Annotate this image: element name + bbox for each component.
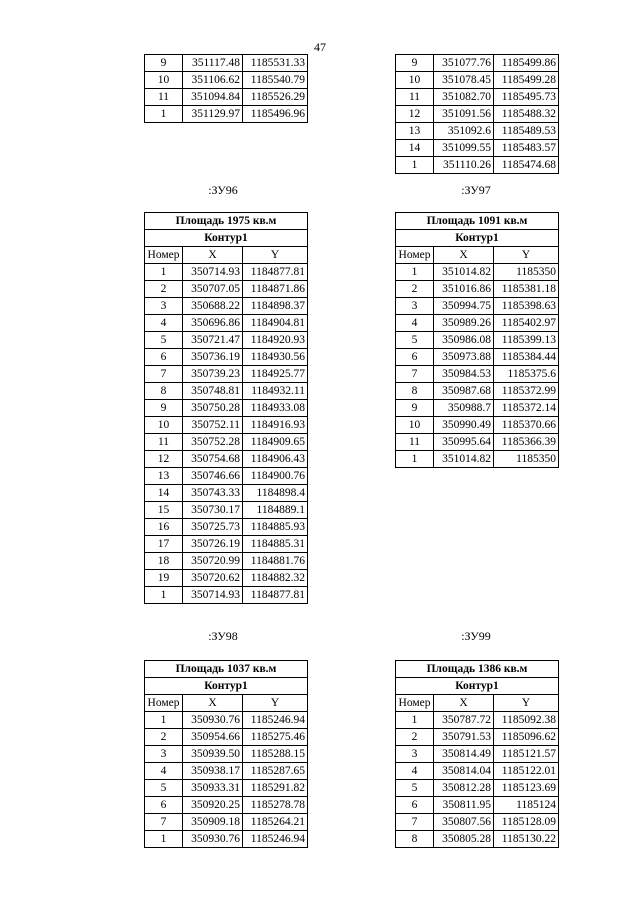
y-coord: 1184885.93 [243,519,308,536]
point-number: 5 [145,332,183,349]
col-header-number: Номер [396,247,434,264]
col-header-x: X [434,695,494,712]
point-number: 1 [396,264,434,281]
y-coord: 1184889.1 [243,502,308,519]
x-coord: 350739.23 [183,366,243,383]
point-number: 1 [145,831,183,848]
x-coord: 350726.19 [183,536,243,553]
point-number: 10 [145,72,183,89]
x-coord: 350973.88 [434,349,494,366]
x-coord: 350939.50 [183,746,243,763]
x-coord: 351106.62 [183,72,243,89]
table-row [145,797,308,814]
table-row [145,553,308,570]
point-number: 9 [145,55,183,72]
x-coord: 350909.18 [183,814,243,831]
point-number: 7 [145,814,183,831]
y-coord: 1184916.93 [243,417,308,434]
table-row [396,157,559,174]
point-number: 3 [145,746,183,763]
y-coord: 1184898.4 [243,485,308,502]
point-number: 1 [145,587,183,604]
point-number: 1 [396,451,434,468]
table-row [396,780,559,797]
table-row [396,400,559,417]
y-coord: 1185483.57 [494,140,559,157]
table-row [396,729,559,746]
coords-table [144,54,308,123]
point-number: 6 [396,349,434,366]
col-header-y: Y [243,695,308,712]
y-coord: 1185122.01 [494,763,559,780]
y-coord: 1184898.37 [243,298,308,315]
page-number: 47 [314,40,326,54]
y-coord: 1185526.29 [243,89,308,106]
table-row [145,831,308,848]
table-row [145,264,308,281]
x-coord: 350743.33 [183,485,243,502]
point-number: 9 [396,400,434,417]
x-coord: 350986.08 [434,332,494,349]
table-row [396,281,559,298]
point-number: 1 [145,106,183,123]
y-coord: 1185495.73 [494,89,559,106]
x-coord: 351082.70 [434,89,494,106]
x-coord: 350814.04 [434,763,494,780]
x-coord: 350688.22 [183,298,243,315]
x-coord: 350805.28 [434,831,494,848]
x-coord: 350746.66 [183,468,243,485]
contour-heading: Контур1 [396,230,559,247]
y-coord: 1184906.43 [243,451,308,468]
point-number: 1 [145,712,183,729]
table-row [145,434,308,451]
x-coord: 350725.73 [183,519,243,536]
x-coord: 350807.56 [434,814,494,831]
y-coord: 1185399.13 [494,332,559,349]
point-number: 7 [396,366,434,383]
x-coord: 350730.17 [183,502,243,519]
point-number: 14 [396,140,434,157]
y-coord: 1185288.15 [243,746,308,763]
x-coord: 350990.49 [434,417,494,434]
x-coord: 350720.99 [183,553,243,570]
table-row [396,712,559,729]
coords-table-zu98 [144,660,308,848]
y-coord: 1184920.93 [243,332,308,349]
x-coord: 350752.28 [183,434,243,451]
y-coord: 1185496.96 [243,106,308,123]
y-coord: 1185291.82 [243,780,308,797]
x-coord: 350714.93 [183,264,243,281]
coords-table [395,660,559,848]
y-coord: 1185488.32 [494,106,559,123]
contour-heading: Контур1 [145,678,308,695]
point-number: 7 [145,366,183,383]
point-number: 19 [145,570,183,587]
table-row [145,315,308,332]
x-coord: 350750.28 [183,400,243,417]
y-coord: 1185275.46 [243,729,308,746]
x-coord: 350707.05 [183,281,243,298]
point-number: 11 [145,434,183,451]
col-header-x: X [434,247,494,264]
column-header-row [145,247,308,264]
point-number: 17 [145,536,183,553]
contour-heading: Контур1 [396,678,559,695]
parcel-label-zu97: :ЗУ97 [461,183,491,197]
coords-table [395,212,559,468]
x-coord: 350988.7 [434,400,494,417]
x-coord: 351077.76 [434,55,494,72]
y-coord: 1185121.57 [494,746,559,763]
table-row [396,746,559,763]
y-coord: 1185350 [494,264,559,281]
y-coord: 1185370.66 [494,417,559,434]
table-row [145,106,308,123]
x-coord: 350954.66 [183,729,243,746]
table-row [145,729,308,746]
table-row [145,814,308,831]
point-number: 12 [145,451,183,468]
y-coord: 1184925.77 [243,366,308,383]
table-row [145,712,308,729]
x-coord: 350696.86 [183,315,243,332]
y-coord: 1185499.86 [494,55,559,72]
y-coord: 1185124 [494,797,559,814]
y-coord: 1184877.81 [243,264,308,281]
point-number: 2 [145,729,183,746]
x-coord: 350752.11 [183,417,243,434]
y-coord: 1185264.21 [243,814,308,831]
point-number: 10 [396,72,434,89]
point-number: 2 [396,729,434,746]
table-row [145,519,308,536]
column-header-row [145,695,308,712]
y-coord: 1185540.79 [243,72,308,89]
table-row [145,383,308,400]
table-row [145,536,308,553]
point-number: 5 [145,780,183,797]
x-coord: 351099.55 [434,140,494,157]
y-coord: 1185474.68 [494,157,559,174]
y-coord: 1185130.22 [494,831,559,848]
x-coord: 350814.49 [434,746,494,763]
table-row [396,140,559,157]
table-row [145,55,308,72]
table-row [396,434,559,451]
table-row [145,570,308,587]
area-heading: Площадь 1037 кв.м [145,661,308,678]
parcel-label-zu96: :ЗУ96 [208,183,238,197]
x-coord: 350984.53 [434,366,494,383]
y-coord: 1185372.14 [494,400,559,417]
table-row [145,763,308,780]
point-number: 5 [396,780,434,797]
y-coord: 1185499.28 [494,72,559,89]
table-row [145,332,308,349]
table-row [145,72,308,89]
coords-table-cont-1 [144,54,308,123]
coords-table-zu97 [395,212,559,468]
y-coord: 1184885.31 [243,536,308,553]
column-header-row [396,695,559,712]
y-coord: 1185246.94 [243,831,308,848]
point-number: 4 [145,315,183,332]
table-row [396,72,559,89]
table-row [396,814,559,831]
area-heading: Площадь 1975 кв.м [145,213,308,230]
y-coord: 1185128.09 [494,814,559,831]
coords-table-cont-2 [395,54,559,174]
table-row [145,587,308,604]
y-coord: 1185381.18 [494,281,559,298]
table-row [396,315,559,332]
point-number: 11 [396,89,434,106]
coords-table [395,54,559,174]
x-coord: 350720.62 [183,570,243,587]
point-number: 9 [396,55,434,72]
x-coord: 351094.84 [183,89,243,106]
col-header-x: X [183,247,243,264]
x-coord: 350989.26 [434,315,494,332]
point-number: 6 [145,797,183,814]
y-coord: 1185096.62 [494,729,559,746]
table-row [145,349,308,366]
table-row [396,89,559,106]
x-coord: 351092.6 [434,123,494,140]
col-header-number: Номер [145,247,183,264]
table-row [145,502,308,519]
x-coord: 351014.82 [434,451,494,468]
table-row [145,281,308,298]
coords-table [144,660,308,848]
point-number: 16 [145,519,183,536]
col-header-number: Номер [145,695,183,712]
y-coord: 1185092.38 [494,712,559,729]
point-number: 11 [145,89,183,106]
col-header-number: Номер [396,695,434,712]
point-number: 15 [145,502,183,519]
table-row [145,400,308,417]
point-number: 5 [396,332,434,349]
table-row [145,746,308,763]
table-row [145,780,308,797]
y-coord: 1184904.81 [243,315,308,332]
table-row [396,264,559,281]
table-row [145,366,308,383]
table-row [396,332,559,349]
point-number: 7 [396,814,434,831]
table-row [145,468,308,485]
area-heading: Площадь 1091 кв.м [396,213,559,230]
x-coord: 350754.68 [183,451,243,468]
x-coord: 350812.28 [434,780,494,797]
table-row [396,451,559,468]
x-coord: 350736.19 [183,349,243,366]
x-coord: 350787.72 [434,712,494,729]
x-coord: 351117.48 [183,55,243,72]
y-coord: 1185372.99 [494,383,559,400]
y-coord: 1184881.76 [243,553,308,570]
y-coord: 1185375.6 [494,366,559,383]
point-number: 4 [396,763,434,780]
x-coord: 350994.75 [434,298,494,315]
area-heading: Площадь 1386 кв.м [396,661,559,678]
y-coord: 1185350 [494,451,559,468]
point-number: 8 [396,383,434,400]
parcel-label-zu98: :ЗУ98 [208,629,238,643]
x-coord: 350933.31 [183,780,243,797]
contour-heading: Контур1 [145,230,308,247]
x-coord: 350987.68 [434,383,494,400]
point-number: 4 [396,315,434,332]
y-coord: 1185398.63 [494,298,559,315]
coords-table-zu96 [144,212,308,604]
col-header-x: X [183,695,243,712]
col-header-y: Y [494,247,559,264]
table-row [396,55,559,72]
table-row [396,366,559,383]
table-row [145,451,308,468]
table-row [145,298,308,315]
point-number: 10 [396,417,434,434]
table-row [396,417,559,434]
y-coord: 1185384.44 [494,349,559,366]
table-row [145,485,308,502]
parcel-label-zu99: :ЗУ99 [461,629,491,643]
x-coord: 350920.25 [183,797,243,814]
point-number: 9 [145,400,183,417]
table-row [396,763,559,780]
y-coord: 1185366.39 [494,434,559,451]
point-number: 8 [396,831,434,848]
point-number: 1 [396,157,434,174]
y-coord: 1185489.53 [494,123,559,140]
point-number: 2 [396,281,434,298]
y-coord: 1184932.11 [243,383,308,400]
x-coord: 350995.64 [434,434,494,451]
point-number: 3 [396,746,434,763]
y-coord: 1184871.86 [243,281,308,298]
table-row [396,298,559,315]
point-number: 11 [396,434,434,451]
y-coord: 1185287.65 [243,763,308,780]
point-number: 4 [145,763,183,780]
point-number: 12 [396,106,434,123]
table-row [396,383,559,400]
col-header-y: Y [494,695,559,712]
x-coord: 350930.76 [183,831,243,848]
y-coord: 1184900.76 [243,468,308,485]
x-coord: 350811.95 [434,797,494,814]
point-number: 1 [145,264,183,281]
x-coord: 351129.97 [183,106,243,123]
coords-table [144,212,308,604]
x-coord: 350721.47 [183,332,243,349]
table-row [396,123,559,140]
point-number: 14 [145,485,183,502]
x-coord: 351078.45 [434,72,494,89]
y-coord: 1185278.78 [243,797,308,814]
point-number: 2 [145,281,183,298]
point-number: 13 [145,468,183,485]
point-number: 8 [145,383,183,400]
table-row [396,106,559,123]
x-coord: 350938.17 [183,763,243,780]
x-coord: 351091.56 [434,106,494,123]
y-coord: 1184930.56 [243,349,308,366]
point-number: 10 [145,417,183,434]
table-row [396,797,559,814]
table-row [145,417,308,434]
coords-table-zu99 [395,660,559,848]
table-row [396,831,559,848]
y-coord: 1184877.81 [243,587,308,604]
point-number: 18 [145,553,183,570]
column-header-row [396,247,559,264]
x-coord: 350930.76 [183,712,243,729]
x-coord: 350714.93 [183,587,243,604]
point-number: 6 [145,349,183,366]
x-coord: 351110.26 [434,157,494,174]
x-coord: 351014.82 [434,264,494,281]
y-coord: 1185402.97 [494,315,559,332]
point-number: 1 [396,712,434,729]
col-header-y: Y [243,247,308,264]
point-number: 13 [396,123,434,140]
table-row [145,89,308,106]
point-number: 3 [145,298,183,315]
y-coord: 1184933.08 [243,400,308,417]
x-coord: 350748.81 [183,383,243,400]
table-row [396,349,559,366]
y-coord: 1185531.33 [243,55,308,72]
y-coord: 1185246.94 [243,712,308,729]
x-coord: 350791.53 [434,729,494,746]
point-number: 6 [396,797,434,814]
y-coord: 1184882.32 [243,570,308,587]
y-coord: 1185123.69 [494,780,559,797]
x-coord: 351016.86 [434,281,494,298]
point-number: 3 [396,298,434,315]
y-coord: 1184909.65 [243,434,308,451]
